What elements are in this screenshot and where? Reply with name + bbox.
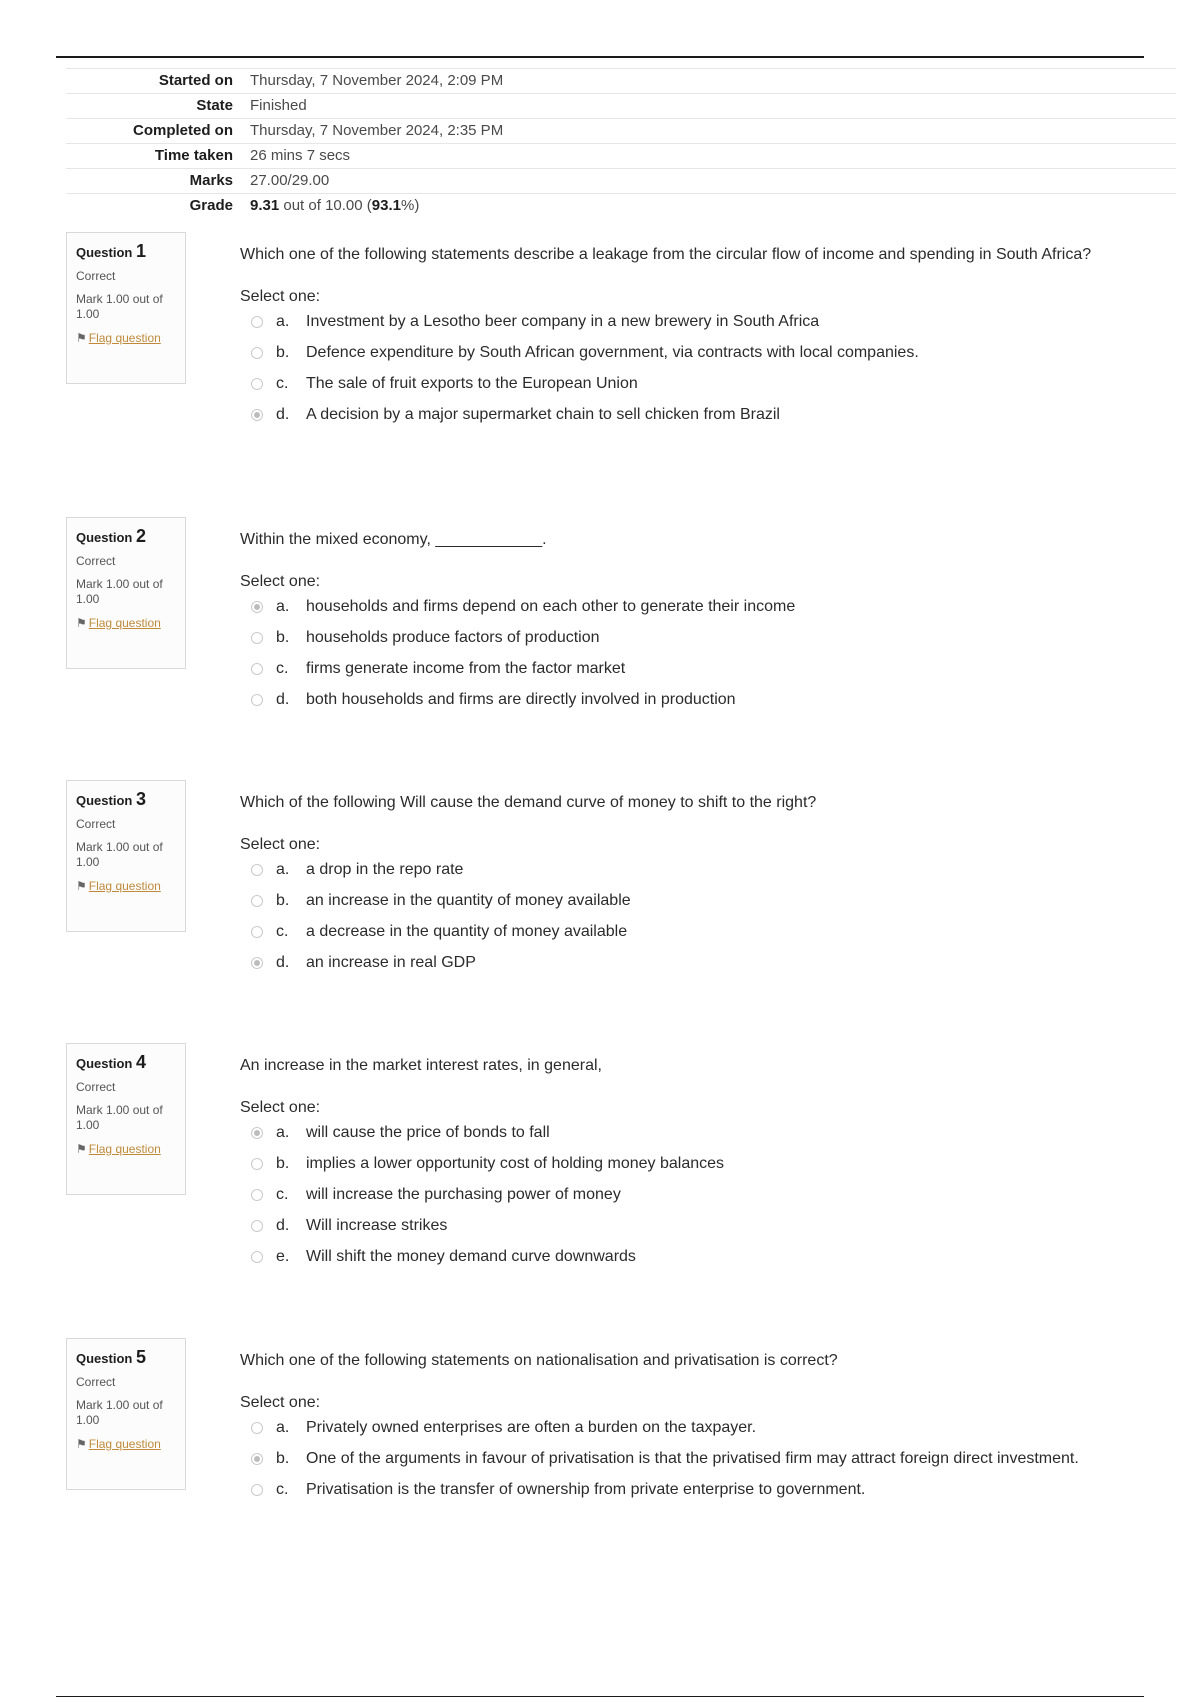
radio-button[interactable] [251,663,263,675]
summary-row-started [66,68,1176,93]
question-body [240,517,1150,721]
select-prompt: Select one: [240,288,321,305]
answer-option[interactable] [240,1185,1150,1216]
answer-letter: e. [276,1248,290,1265]
radio-button[interactable] [251,378,263,390]
flag-link-text[interactable]: Flag question [88,616,161,630]
summary-row-grade [66,193,1176,218]
answer-option[interactable] [240,1449,1150,1480]
summary-label: State [196,97,233,114]
answer-option[interactable] [240,1154,1150,1185]
answer-letter: a. [276,313,290,330]
summary-value: Thursday, 7 November 2024, 2:35 PM [250,122,504,139]
answer-option[interactable] [240,953,1150,984]
question-word: Question [76,1056,133,1071]
answer-option[interactable] [240,922,1150,953]
flag-link-text[interactable]: Flag question [88,879,161,893]
flag-icon: ⚑ [76,1142,87,1156]
answer-option[interactable] [240,628,1150,659]
question-number [76,789,176,810]
select-prompt: Select one: [240,1394,321,1411]
question-info-box [66,780,186,932]
question-info-box [66,517,186,669]
question-mark: Mark 1.00 out of 1.00 [76,1398,163,1427]
answer-option[interactable] [240,891,1150,922]
answer-option[interactable] [240,1123,1150,1154]
flag-question-link[interactable] [76,879,176,894]
answer-text: a decrease in the quantity of money available [306,923,628,940]
answer-list [240,312,1150,436]
flag-link-text[interactable]: Flag question [88,1142,161,1156]
flag-icon: ⚑ [76,879,87,893]
question-body [240,780,1150,984]
answer-option[interactable] [240,690,1150,721]
answer-text: an increase in real GDP [306,954,476,971]
summary-value: Thursday, 7 November 2024, 2:09 PM [250,72,504,89]
question-body [240,232,1150,436]
summary-label: Grade [189,197,233,214]
summary-label: Marks [189,172,233,189]
radio-button[interactable] [251,1484,263,1496]
question-number-value: 3 [135,789,146,809]
summary-row-state [66,93,1176,118]
answer-list [240,1418,1150,1511]
attempt-summary [66,68,1176,218]
answer-letter: b. [276,1155,290,1172]
radio-button[interactable] [251,694,263,706]
answer-text: an increase in the quantity of money available [306,892,631,909]
grade-mid: out of 10.00 ( [279,197,372,214]
top-divider [56,56,1144,58]
answer-list [240,860,1150,984]
answer-option[interactable] [240,597,1150,628]
question-word: Question [76,530,133,545]
flag-link-text[interactable]: Flag question [88,331,161,345]
question-number [76,241,176,262]
answer-letter: c. [276,1481,289,1498]
answer-text: Will shift the money demand curve downwards [306,1248,636,1265]
answer-text: both households and firms are directly involved in production [306,691,736,708]
radio-button[interactable] [251,1251,263,1263]
answer-text: implies a lower opportunity cost of holding money balances [306,1155,725,1172]
question-text: Within the mixed economy, ____________. [240,531,547,548]
radio-button[interactable] [251,1127,263,1139]
answer-letter: c. [276,1186,289,1203]
answer-text: Will increase strikes [306,1217,448,1234]
question-state: Correct [76,269,116,283]
flag-icon: ⚑ [76,1437,87,1451]
answer-text: One of the arguments in favour of privatisation is that the privatised firm may attract foreign direct investment. [306,1450,1079,1467]
answer-letter: d. [276,1217,290,1234]
answer-option[interactable] [240,374,1150,405]
question-mark: Mark 1.00 out of 1.00 [76,1103,163,1132]
answer-letter: c. [276,923,289,940]
radio-button[interactable] [251,1453,263,1465]
question-number [76,1052,176,1073]
answer-list [240,1123,1150,1278]
summary-row-time [66,143,1176,168]
radio-button[interactable] [251,895,263,907]
question-text: Which one of the following statements on nationalisation and privatisation is correct? [240,1352,838,1369]
answer-letter: b. [276,892,290,909]
flag-icon: ⚑ [76,331,87,345]
answer-option[interactable] [240,659,1150,690]
summary-value: 27.00/29.00 [250,172,330,189]
radio-button[interactable] [251,957,263,969]
radio-button[interactable] [251,316,263,328]
answer-option[interactable] [240,343,1150,374]
bottom-divider [56,1696,1144,1697]
question-word: Question [76,1351,133,1366]
flag-question-link[interactable] [76,1437,176,1452]
radio-button[interactable] [251,1158,263,1170]
radio-button[interactable] [251,409,263,421]
answer-letter: a. [276,861,290,878]
question-body [240,1043,1150,1278]
question-word: Question [76,245,133,260]
grade-score: 9.31 [250,197,280,214]
summary-row-completed [66,118,1176,143]
select-prompt: Select one: [240,573,321,590]
answer-option[interactable] [240,405,1150,436]
summary-value [250,194,419,218]
radio-button[interactable] [251,1422,263,1434]
answer-text: Privatisation is the transfer of ownership from private enterprise to government. [306,1481,866,1498]
radio-button[interactable] [251,926,263,938]
question-number-value: 5 [135,1347,146,1367]
answer-text: households and firms depend on each other to generate their income [306,598,796,615]
question-mark: Mark 1.00 out of 1.00 [76,292,163,321]
question-number-value: 1 [135,241,146,261]
question-text: Which of the following Will cause the demand curve of money to shift to the right? [240,794,817,811]
answer-option[interactable] [240,1247,1150,1278]
radio-button[interactable] [251,347,263,359]
answer-option[interactable] [240,1480,1150,1511]
answer-letter: c. [276,375,289,392]
answer-list [240,597,1150,721]
summary-label: Completed on [133,122,233,139]
question-state: Correct [76,1375,116,1389]
answer-option[interactable] [240,312,1150,343]
select-prompt: Select one: [240,1099,321,1116]
radio-button[interactable] [251,864,263,876]
answer-letter: d. [276,406,290,423]
answer-text: A decision by a major supermarket chain to sell chicken from Brazil [306,406,780,423]
answer-text: will increase the purchasing power of money [306,1186,621,1203]
answer-option[interactable] [240,1216,1150,1247]
question-mark: Mark 1.00 out of 1.00 [76,840,163,869]
answer-text: will cause the price of bonds to fall [306,1124,550,1141]
radio-button[interactable] [251,1220,263,1232]
answer-text: Defence expenditure by South African government, via contracts with local companies. [306,344,919,361]
question-mark: Mark 1.00 out of 1.00 [76,577,163,606]
summary-row-marks [66,168,1176,193]
question-number-value: 2 [135,526,146,546]
question-word: Question [76,793,133,808]
radio-button[interactable] [251,632,263,644]
radio-button[interactable] [251,601,263,613]
answer-option[interactable] [240,1418,1150,1449]
summary-value: 26 mins 7 secs [250,147,351,164]
answer-text: firms generate income from the factor market [306,660,626,677]
question-state: Correct [76,817,116,831]
answer-letter: a. [276,598,290,615]
grade-end: %) [400,197,420,214]
flag-question-link[interactable] [76,331,176,346]
summary-label: Time taken [154,147,233,164]
flag-icon: ⚑ [76,616,87,630]
select-prompt: Select one: [240,836,321,853]
question-number [76,1347,176,1368]
question-state: Correct [76,554,116,568]
question-body [240,1338,1150,1511]
answer-text: The sale of fruit exports to the European Union [306,375,638,392]
flag-link-text[interactable]: Flag question [88,1437,161,1451]
grade-percent: 93.1 [371,197,401,214]
flag-question-link[interactable] [76,1142,176,1157]
answer-letter: d. [276,954,290,971]
answer-text: Investment by a Lesotho beer company in a new brewery in South Africa [306,313,820,330]
question-number [76,526,176,547]
answer-letter: a. [276,1419,290,1436]
question-info-box [66,1043,186,1195]
question-info-box [66,232,186,384]
answer-letter: b. [276,344,290,361]
question-text: An increase in the market interest rates, in general, [240,1057,602,1074]
summary-value: Finished [250,97,307,114]
question-text: Which one of the following statements describe a leakage from the circular flow of income and spending in South Africa? [240,246,1092,263]
answer-letter: b. [276,629,290,646]
answer-letter: d. [276,691,290,708]
answer-text: households produce factors of production [306,629,600,646]
question-state: Correct [76,1080,116,1094]
answer-option[interactable] [240,860,1150,891]
summary-label: Started on [158,72,233,89]
question-info-box [66,1338,186,1490]
answer-text: Privately owned enterprises are often a burden on the taxpayer. [306,1419,757,1436]
radio-button[interactable] [251,1189,263,1201]
flag-question-link[interactable] [76,616,176,631]
question-number-value: 4 [135,1052,146,1072]
answer-letter: b. [276,1450,290,1467]
answer-text: a drop in the repo rate [306,861,464,878]
answer-letter: c. [276,660,289,677]
answer-letter: a. [276,1124,290,1141]
